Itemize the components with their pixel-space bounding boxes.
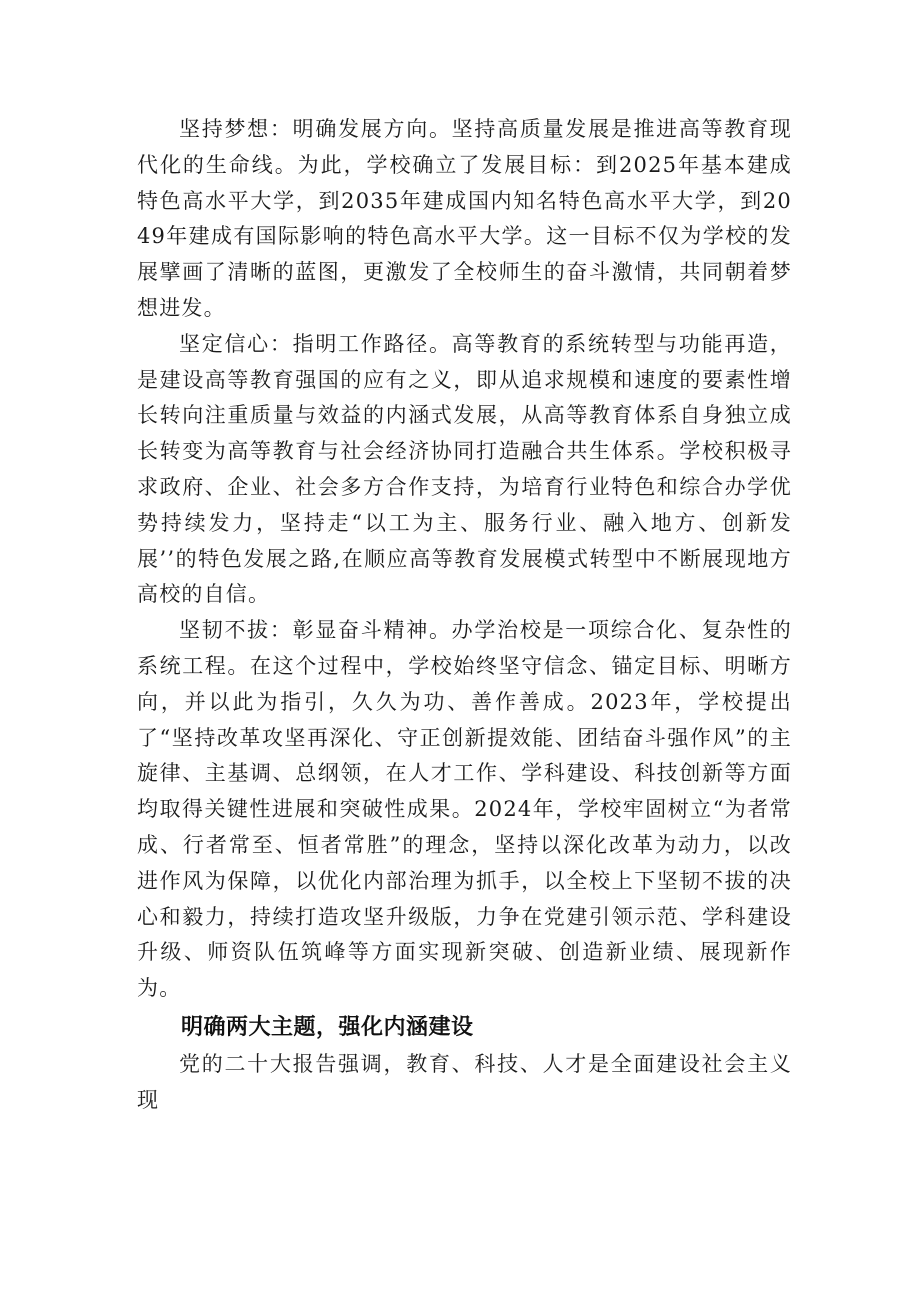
paragraph-persist-dream: 坚持梦想：明确发展方向。坚持高质量发展是推进高等教育现代化的生命线。为此，学校确立了发展目标：到2025年基本建成特色高水平大学，到2035年建成国内知名特色高水平大学，到2049年建成有国际影响的特色高水平大学。这一目标不仅为学校的发展擘画了清晰的蓝图，更激发了全校师生的奋斗激情，共同朝着梦想进发。 xyxy=(137,117,792,320)
document-body xyxy=(137,112,792,1119)
paragraph-firm-confidence: 坚定信心：指明工作路径。高等教育的系统转型与功能再造，是建设高等教育强国的应有之义，即从追求规模和速度的要素性增长转向注重质量与效益的内涵式发展，从高等教育体系自身独立成长转变为高等教育与社会经济协同打造融合共生体系。学校积极寻求政府、企业、社会多方合作支持，为培育行业特色和综合办学优势持续发力，坚持走“以工为主、服务行业、融入地方、创新发展’’的特色发展之路,在顺应高等教育发展模式转型中不断展现地方高校的自信。 xyxy=(137,331,792,607)
section-heading: 明确两大主题，强化内涵建设 xyxy=(181,1014,474,1040)
paragraph-final-partial: 党的二十大报告强调，教育、科技、人才是全面建设社会主义现 xyxy=(137,1051,792,1112)
paragraph-perseverance: 坚韧不拔：彰显奋斗精神。办学治校是一项综合化、复杂性的系统工程。在这个过程中，学校始终坚守信念、锚定目标、明晰方向，并以此为指引，久久为功、善作善成。2023年，学校提出了“坚持改革攻坚再深化、守正创新提效能、团结奋斗强作风”的主旋律、主基调、总纲领，在人才工作、学科建设、科技创新等方面均取得关键性进展和突破性成果。2024年，学校牢固树立“为者常成、行者常至、恒者常胜”的理念，坚持以深化改革为动力，以改进作风为保障，以优化内部治理为抓手，以全校上下坚韧不拔的决心和毅力，持续打造攻坚升级版，力争在党建引领示范、学科建设升级、师资队伍筑峰等方面实现新突破、创造新业绩、展现新作为。 xyxy=(137,618,792,1001)
